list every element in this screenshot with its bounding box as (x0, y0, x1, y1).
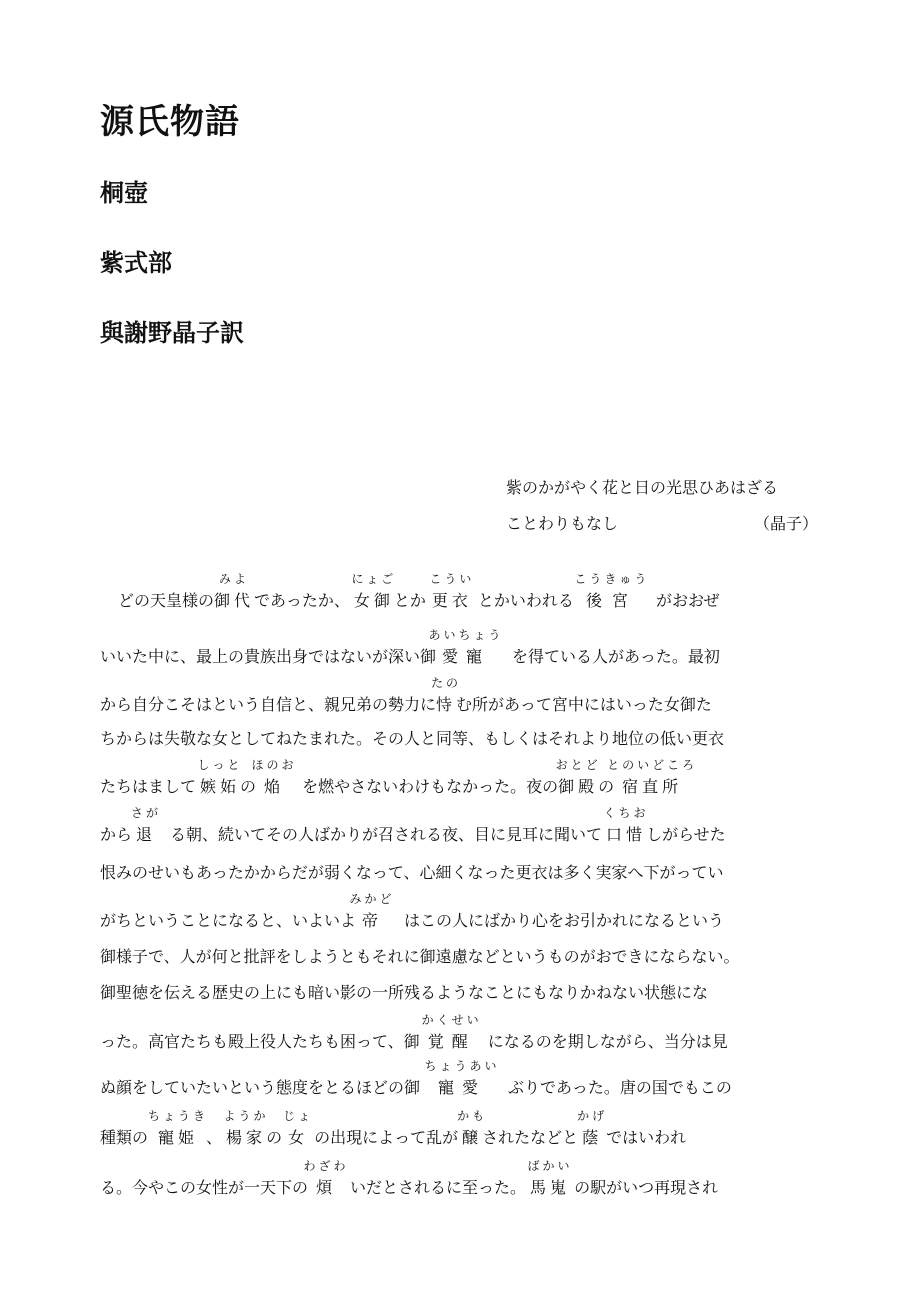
text-line-4 (100, 722, 822, 756)
text-segment: いだとされるに至った。 (350, 1178, 527, 1197)
ruby-group (349, 892, 395, 930)
ruby-group (303, 1159, 349, 1197)
ruby-group (603, 806, 649, 844)
ruby-annotation: かも (457, 1109, 488, 1123)
ruby-group (431, 676, 462, 714)
text-segment: った。高官たちも殿上役人たちも困って、御 (100, 1032, 420, 1051)
text-segment: どの天皇様の (118, 591, 215, 610)
ruby-base: 後宮 (585, 591, 638, 610)
text-segment: とかいわれる (477, 591, 574, 610)
text-segment: ちからは失敬な女としてねたまれた。その人と同等、もしくはそれより地位の低い更衣 (100, 729, 725, 748)
ruby-base: 馬嵬 (530, 1178, 571, 1197)
text-segment: しがらせた (646, 825, 726, 844)
ruby-group (148, 1109, 209, 1147)
text-segment: 御聖徳を伝える歴史の上にも暗い影の一所残るようなことにもなりかねない状態にな (100, 983, 709, 1002)
text-line-5 (100, 758, 822, 804)
text-segment: の駅がいつ再現され (574, 1178, 719, 1197)
text-segment: を得ている人があった。最初 (512, 647, 720, 666)
ruby-group (429, 572, 475, 610)
ruby-annotation: ほのお (251, 758, 297, 772)
text-line-2 (100, 628, 822, 674)
ruby-group (457, 1109, 488, 1147)
text-segment: であったか、 (254, 591, 350, 610)
text-segment: がちということになると、いよいよ (100, 911, 357, 930)
text-segment: む所があって宮中にはいった女御た (456, 695, 712, 714)
ruby-annotation: ようか (223, 1109, 269, 1123)
ruby-base: 覚醒 (427, 1032, 476, 1051)
ruby-annotation: たの (431, 676, 462, 690)
text-line-14 (100, 1159, 822, 1205)
ruby-base: 恃 (436, 695, 457, 714)
ruby-group (251, 758, 297, 796)
ruby-annotation: わざわ (303, 1159, 349, 1173)
text-segment: はこの人にばかり心をお引かれになるという (404, 911, 725, 930)
ruby-base: 煩 (316, 1178, 337, 1197)
ruby-group (214, 572, 255, 610)
ruby-base: 御殿 (558, 777, 599, 796)
text-segment: とか (393, 591, 426, 610)
text-segment: から自分こそはという自信と、親兄弟の勢力に (100, 695, 437, 714)
ruby-base: 愛寵 (442, 647, 491, 666)
ruby-annotation: かくせい (421, 1013, 482, 1027)
text-segment: る。今やこの女性が一天下の (100, 1178, 309, 1197)
ruby-base: 帝 (362, 911, 383, 930)
text-segment: を燃やさないわけもなかった。夜の (302, 777, 559, 796)
ruby-annotation: ばかい (527, 1159, 573, 1173)
ruby-base: 醸 (462, 1128, 483, 1147)
ruby-annotation: こうきゅう (574, 572, 650, 586)
text-line-11 (100, 1013, 822, 1059)
text-segment: 種類の (100, 1128, 149, 1147)
text-segment: の (266, 1128, 283, 1147)
text-line-3 (100, 676, 822, 722)
ruby-base: 寵姫 (158, 1128, 199, 1147)
ruby-group (421, 1013, 482, 1051)
text-segment: の (598, 777, 615, 796)
ruby-base: 蔭 (582, 1128, 603, 1147)
poem-line-1: 紫のかがやく花と日の光思ひあはざる (506, 478, 779, 497)
translator-name: 與謝野晶子訳 (100, 319, 244, 347)
ruby-annotation: じょ (283, 1109, 314, 1123)
text-line-12 (100, 1059, 822, 1105)
ruby-base: 寵愛 (438, 1078, 487, 1097)
ruby-base: 嫉妬 (200, 777, 241, 796)
ruby-base: 宿直所 (622, 777, 683, 796)
text-segment: たちはまして (100, 777, 197, 796)
ruby-base: 更衣 (431, 591, 472, 610)
text-segment: 恨みのせいもあったかからだが弱くなって、心細くなった更衣は多く実家へ下がってい (100, 863, 724, 882)
text-segment: いいた中に、最上の貴族出身ではないが深い御 (100, 647, 437, 666)
ruby-group (428, 628, 504, 666)
ruby-annotation: こうい (429, 572, 475, 586)
ruby-annotation: あいちょう (428, 628, 504, 642)
ruby-group (197, 758, 243, 796)
text-segment: ではいわれ (606, 1128, 687, 1147)
text-segment: 、 (206, 1128, 223, 1147)
text-line-10 (100, 976, 822, 1010)
ruby-annotation: みかど (349, 892, 395, 906)
text-line-13 (100, 1109, 822, 1155)
ruby-base: 御代 (214, 591, 255, 610)
text-segment: になるのを期しながら、当分は見 (487, 1032, 728, 1051)
text-line-8 (100, 892, 822, 938)
text-segment: ぬ顔をしていたいという態度をとるほどの御 (100, 1078, 421, 1097)
ruby-group (574, 572, 650, 610)
ruby-base: 女御 (353, 591, 394, 610)
chapter-title: 桐壺 (100, 179, 148, 207)
ruby-annotation: とのいどころ (607, 758, 698, 772)
ruby-annotation: しっと (197, 758, 243, 772)
ruby-group (223, 1109, 269, 1147)
ruby-group (351, 572, 397, 610)
ruby-base: 楊家 (226, 1128, 267, 1147)
text-segment: の (240, 777, 257, 796)
text-segment: ぶりであった。唐の国でもこの (508, 1078, 732, 1097)
text-line-9 (100, 940, 822, 974)
text-segment: 御様子で、人が何と批評をしようともそれに御遠慮などというものがおできにならない。 (100, 947, 740, 966)
ruby-annotation: さが (131, 806, 162, 820)
poem-signature: （晶子） (754, 514, 819, 533)
ruby-annotation: ちょうき (148, 1109, 209, 1123)
ruby-group (527, 1159, 573, 1197)
ruby-group (577, 1109, 608, 1147)
poem-line-2: ことわりもなし (506, 514, 619, 533)
text-segment: から (100, 825, 133, 844)
ruby-annotation: くちお (603, 806, 649, 820)
ruby-annotation: ちょうあい (424, 1059, 500, 1073)
ruby-group (607, 758, 698, 796)
text-line-1 (118, 572, 840, 618)
ruby-group (131, 806, 162, 844)
text-segment: る朝、続いてその人ばかりが召される夜、目に見耳に聞いて (170, 825, 603, 844)
ruby-group (555, 758, 601, 796)
ruby-annotation: かげ (577, 1109, 608, 1123)
ruby-group (283, 1109, 314, 1147)
ruby-annotation: おとど (555, 758, 601, 772)
text-segment: の出現によって乱が (314, 1128, 459, 1147)
text-line-6 (100, 806, 822, 852)
ruby-group (424, 1059, 500, 1097)
ruby-base: 退 (136, 825, 157, 844)
text-line-7 (100, 856, 822, 890)
author-name: 紫式部 (100, 249, 172, 277)
text-segment: されたなどと (482, 1128, 579, 1147)
ruby-annotation: みよ (219, 572, 250, 586)
text-segment: がおおぜ (655, 591, 720, 610)
ruby-base: 焔 (264, 777, 285, 796)
book-title: 源氏物語 (100, 102, 240, 142)
ruby-base: 女 (288, 1128, 309, 1147)
ruby-annotation: にょご (351, 572, 397, 586)
ruby-base: 口惜 (606, 825, 647, 844)
